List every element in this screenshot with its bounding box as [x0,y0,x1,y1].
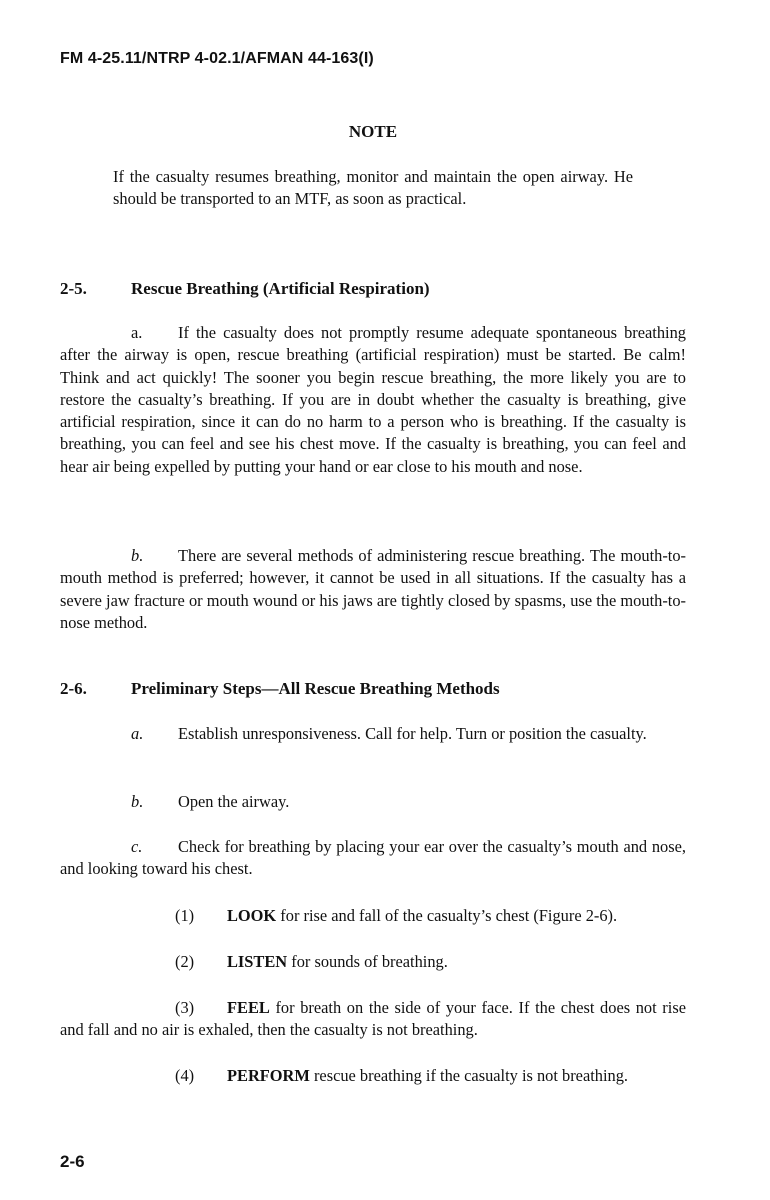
step-number: (2) [175,952,195,971]
step-number: (1) [175,906,195,925]
paragraph-marker: b. [131,792,144,811]
paragraph-marker: c. [131,837,143,856]
step-text: rescue breathing if the casualty is not breathing. [313,1066,629,1085]
section-heading-2-5 [60,279,430,299]
paragraph-text: If the casualty does not promptly resume adequate spontaneous breathing after the airway is open, rescue breathing (artificial respiration) must be started. Be calm! Think and act quickly! The sooner you begin rescue breathing, the more likely you are to restore the casualty’s breathing. If you are in doubt whether the casualty is breathing, give artificial respiration, since it can do no harm to a person who is breathing. If the casualty is breathing, you can feel and see his chest move. If the casualty is breathing, you can feel and hear air being expelled by putting your hand or ear close to his mouth and nose. [60,323,686,476]
step-look [60,905,686,927]
paragraph-marker: a. [131,724,144,743]
section-heading-2-6 [60,679,500,699]
step-keyword: LISTEN [227,952,288,971]
step-text: for breath on the side of your face. If the chest does not rise and fall and no air is exhaled, then the casualty is not breathing. [60,998,686,1040]
step-text: for rise and fall of the casualty’s chest (Figure 2-6). [280,906,618,925]
paragraph-2-6-a [60,723,686,745]
section-number: 2-6. [60,679,87,698]
paragraph-2-5-b [60,545,686,634]
note-title: NOTE [348,122,398,141]
step-listen [60,951,686,973]
paragraph-text: There are several methods of administering rescue breathing. The mouth-to-mouth method is preferred; however, it cannot be used in all situations. If the casualty has a severe jaw fracture or mouth wound or his jaws are tightly closed by spasms, use the mouth-to-nose method. [60,546,686,632]
section-number: 2-5. [60,279,87,298]
section-title: Preliminary Steps—All Rescue Breathing Methods [131,679,500,698]
paragraph-2-5-a [60,322,686,478]
step-feel [60,997,686,1042]
step-keyword: FEEL [227,998,270,1017]
paragraph-2-6-c [60,836,686,881]
section-title: Rescue Breathing (Artificial Respiration) [131,279,430,298]
step-number: (3) [175,998,195,1017]
paragraph-marker: b. [131,546,144,565]
paragraph-2-6-b [60,791,686,813]
step-text: for sounds of breathing. [291,952,448,971]
paragraph-marker: a. [131,323,143,342]
page-number: 2-6 [60,1152,85,1171]
note-body: If the casualty resumes breathing, monitor and maintain the open airway. He should be transported to an MTF, as soon as practical. [113,167,633,209]
step-keyword: LOOK [227,906,277,925]
running-header: FM 4-25.11/NTRP 4-02.1/AFMAN 44-163(I) [60,50,374,67]
step-keyword: PERFORM [227,1066,310,1085]
paragraph-text: Open the airway. [178,792,290,811]
step-perform [60,1065,686,1087]
paragraph-text: Check for breathing by placing your ear over the casualty’s mouth and nose, and looking toward his chest. [60,837,686,879]
paragraph-text: Establish unresponsiveness. Call for help. Turn or position the casualty. [178,724,647,743]
step-number: (4) [175,1066,195,1085]
